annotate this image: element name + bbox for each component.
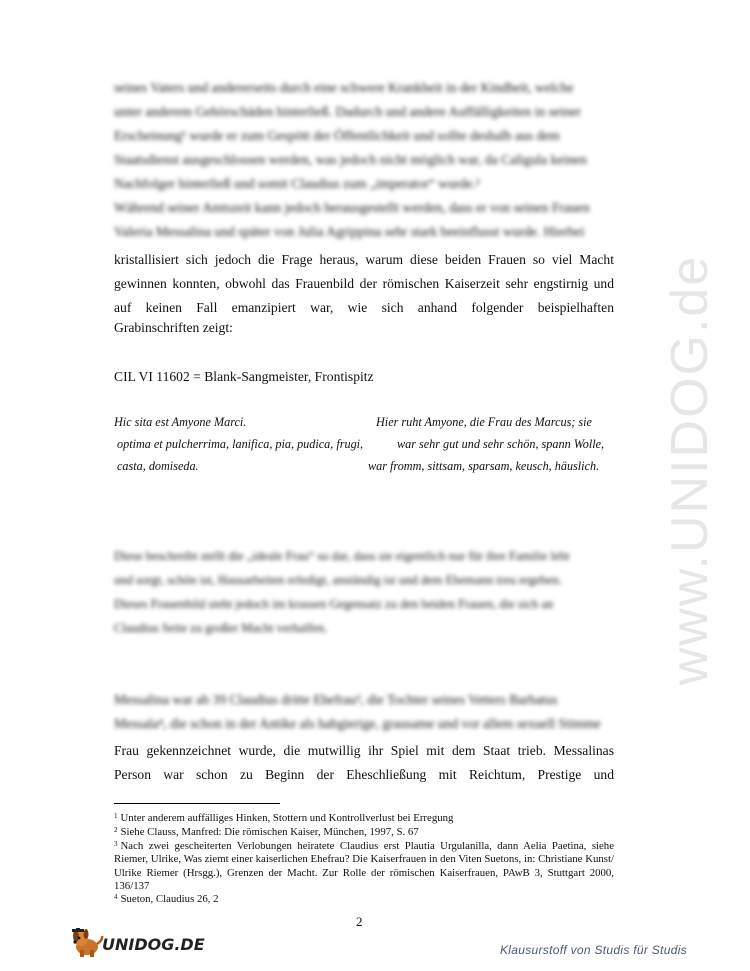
inscription-latin-line: casta, domiseda. (117, 459, 199, 473)
blurred-line: Während seiner Amtszeit kann jedoch herausgestellt werden, dass er von seinen Frauen (114, 200, 590, 215)
blurred-line: Erscheinung¹ wurde er zum Gespött der Öffentlichkeit und sollte deshalb aus dem (114, 128, 560, 143)
blurred-line: und sorgt, schön ist, Hausarbeiten erledigt, anständig ist und dem Ehemann treu ergeben. (114, 573, 562, 587)
blurred-line: Valeria Messalina und später von Julia Agrippina sehr stark beeinflusst wurde. Hierbei (114, 224, 585, 239)
blurred-line: Claudius Seite zu großer Macht verhalfen. (114, 621, 328, 635)
dog-icon (70, 928, 104, 958)
footnote-mark: 3 (114, 840, 118, 848)
body-line: gewinnen konnten, obwohl das Frauenbild der römischen Kaiserzeit sehr engstirnig und (114, 276, 614, 291)
body-line: Frau gekennzeichnet wurde, die mutwillig ihr Spiel mit dem Staat trieb. Messalinas (114, 743, 614, 758)
logo-text: UNIDOG.DE (102, 935, 205, 954)
body-line: Person war schon zu Beginn der Eheschließung mit Reichtum, Prestige und (114, 767, 614, 782)
footnote-text: Unter anderem auffälliges Hinken, Stottern und Kontrollverlust bei Erregung (120, 812, 454, 824)
body-line: Grabinschriften zeigt: (114, 320, 233, 335)
blurred-line: seines Vaters und andererseits durch eine schwere Krankheit in der Kindheit, welche (114, 80, 574, 95)
body-line: kristallisiert sich jedoch die Frage heraus, warum diese beiden Frauen so viel Macht (114, 252, 614, 267)
footnote-3 (114, 838, 614, 894)
body-line: auf keinen Fall emanzipiert war, wie sich anhand folgender beispielhaften (114, 300, 614, 315)
blurred-line: Diese beschreibt stellt die „ideale Frau“ so dar, dass sie eigentlich nur für ihre Familie lebt (114, 549, 570, 563)
unidog-logo[interactable] (66, 926, 205, 962)
footnote-4 (114, 891, 614, 906)
footnote-text: Sueton, Claudius 26, 2 (120, 893, 219, 905)
blurred-line: unter anderem Gehörschäden hinterließ. Dadurch und andere Auffälligkeiten in seiner (114, 104, 582, 119)
footnote-text: Nach zwei gescheiterten Verlobungen heiratete Claudius erst Plautia Urgulanilla, dann Aelia Paetina, siehe Riemer, Ulrike, Was ziemt einer kaiserlichen Ehefrau? Die Kaiserfrauen in den Viten Suetons, in: Christiane Kunst/ Ulrike Riemer (Hrsgg.), Grenzen der Macht. Zur Rolle der römischen Kaiserfrauen, PAwB 3, Stuttgart 2000, 136/137 (114, 840, 614, 893)
footnote-divider (114, 803, 280, 804)
watermark: www.UNIDOG.de (661, 254, 719, 686)
page-number: 2 (356, 914, 363, 929)
tagline: Klausurstoff von Studis für Studis (500, 943, 687, 957)
blurred-line: Messala⁴, die schon in der Antike als habgierige, grausame und vor allem sexuell Stimme (114, 716, 601, 731)
blurred-line: Nachfolger hinterließ und somit Claudius zum „imperator“ wurde.² (114, 176, 480, 191)
cil-reference: CIL VI 11602 = Blank-Sangmeister, Frontispitz (114, 369, 374, 384)
blurred-line: Staatsdienst ausgeschlossen werden, was jedoch nicht möglich war, da Caligula keinen (114, 152, 587, 167)
inscription-latin-line: Hic sita est Amyone Marci. (114, 415, 247, 429)
footnote-text: Siehe Clauss, Manfred: Die römischen Kaiser, München, 1997, S. 67 (120, 826, 419, 838)
inscription-german-line: Hier ruht Amyone, die Frau des Marcus; sie (376, 415, 592, 429)
footnote-mark: 1 (114, 812, 118, 820)
blurred-line: Dieses Frauenbild steht jedoch im krassen Gegensatz zu den beiden Frauen, die sich an (114, 597, 554, 611)
inscription-german-line: war fromm, sittsam, sparsam, keusch, häuslich. (368, 459, 600, 473)
blurred-line: Messalina war ab 39 Claudius dritte Ehefrau³, die Tochter seines Vetters Barbatus (114, 692, 558, 707)
inscription-german-line: war sehr gut und sehr schön, spann Wolle, (397, 437, 605, 451)
footnote-mark: 2 (114, 826, 118, 834)
footnote-mark: 4 (114, 893, 118, 901)
inscription-latin-line: optima et pulcherrima, lanifica, pia, pudica, frugi, (117, 437, 364, 451)
